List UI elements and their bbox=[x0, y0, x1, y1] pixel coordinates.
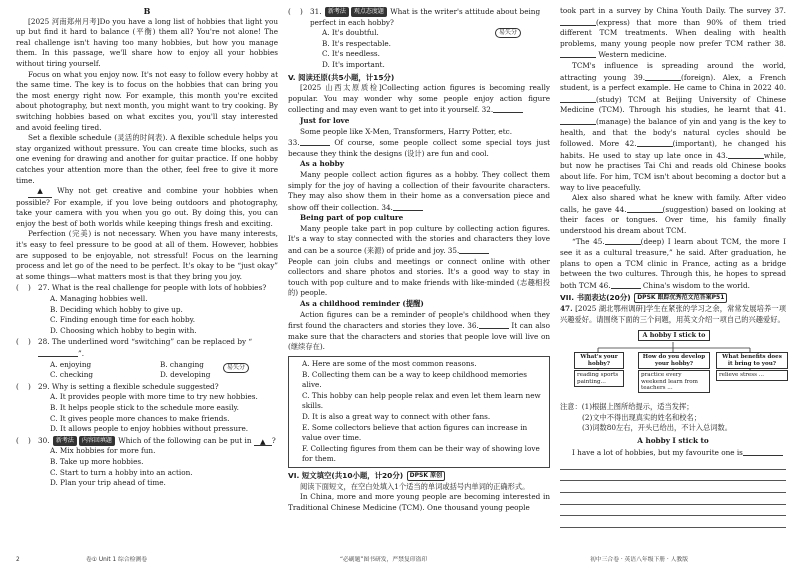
passage-paragraph: Set a flexible schedule (灵活的时间表). A flexible schedule helps you stay organized without pressure. You can create time blocks, such as one evening for drawing and another for guitar practice. If one hobby catches your attention more than the other, feel free to give it more time. bbox=[16, 133, 278, 185]
option-row: E. Some collectors believe that action figures can increase in value over time. bbox=[302, 422, 528, 443]
page-number: 2 bbox=[16, 557, 20, 563]
passage-paragraph: [2025 河南郑州月考]Do you have a long list of hobbies that light you up but find it hard to balance (平衡) them all? You're not alone! The real challenge isn't having too many hobbies, but how you manage them. In this passage, we'll share how to enjoy all your hobbies without tiring yourself. bbox=[16, 16, 278, 68]
passage-paragraph: In China, more and more young people are becoming interested in Traditional Chinese Medicine (TCM). One thousand young people bbox=[288, 492, 550, 512]
blank-marker: ▲ bbox=[28, 186, 52, 198]
option[interactable]: D. developing bbox=[160, 370, 211, 380]
option[interactable]: D. It allows people to enjoy hobbies without pressure. bbox=[50, 424, 249, 434]
option-row: C. This hobby can help people relax and even let them learn new skills. bbox=[302, 390, 541, 411]
option[interactable]: A. enjoying bbox=[50, 359, 92, 369]
passage-paragraph: took part in a survey by China Youth Daily. The survey 37.(express) that more than 90% of them tried different TCM treatments. When dealing with health problems, many young people now prefer TCM rather 38. Western medicine. bbox=[560, 6, 786, 60]
dpsk-badge: DPSK 跟踪优秀范文范答案P51 bbox=[634, 293, 727, 303]
question-29: ( ) 29. Why is setting a flexible schedule suggested? bbox=[16, 381, 219, 391]
new-format-badge: 新考法 bbox=[53, 436, 77, 446]
option[interactable]: B. It helps people stick to the schedule more easily. bbox=[50, 402, 239, 412]
passage-paragraph: Some people like X-Men, Transformers, Harry Potter, etc. bbox=[300, 126, 513, 136]
passage-paragraph: Focus on what you enjoy now. It's not easy to follow every hobby at the same time. The key is to focus on the hobbies that can bring you the most energy right now. For example, this month you're excited about photography, but next month, you might want to try cooking. By switching hobbies based on what excites you, you'll stay interested and avoid feeling tired. bbox=[16, 69, 278, 132]
option[interactable]: C. It's needless. bbox=[322, 49, 380, 59]
essay-start: I have a lot of hobbies, but my favourite one is bbox=[560, 447, 786, 459]
passage-paragraph: [2025 山西太原质检]Collecting action figures is becoming really popular. You may wonder why some people enjoy action figure collecting and may even want to get into it yourself. 32. bbox=[288, 83, 550, 115]
option-row: B. Collecting them can be a way to keep childhood memories alive. bbox=[302, 369, 527, 390]
passage-paragraph: Action figures can be a reminder of people's childhood when they first found the characters and stories they love. 36. It can also make sure that the characters and stories that people love will live on (继续存在). bbox=[288, 309, 550, 352]
subheading: Being part of pop culture bbox=[300, 213, 404, 223]
option[interactable]: B. Take up more hobbies. bbox=[50, 456, 144, 466]
difficulty-badge: 易失分 bbox=[495, 28, 521, 38]
mind-map-question: What benefits does it bring to you? bbox=[716, 352, 788, 369]
options-box bbox=[288, 356, 550, 468]
passage-paragraph: “The 45. (deep) I learn about TCM, the more I see it as a cultural treasure,” he said. After graduation, he plans to open a TCM clinic in France, acting as a bridge between the two cultures. Through this, he hopes to spread both TCM 46. China's wisdom to the world. bbox=[560, 237, 787, 290]
subheading: As a childhood reminder (提醒) bbox=[300, 299, 424, 309]
mind-map-answer: practice every weekend learn from teachers ... bbox=[638, 370, 710, 393]
option[interactable]: A. It provides people with more time to try new hobbies. bbox=[50, 392, 258, 402]
option[interactable]: B. changing bbox=[160, 359, 204, 369]
option[interactable]: B. It's respectable. bbox=[322, 38, 391, 48]
column-middle bbox=[288, 6, 550, 513]
option[interactable]: D. Choosing which hobby to begin with. bbox=[50, 325, 197, 335]
mind-map-answer: reading sports painting... bbox=[574, 370, 624, 387]
options-row bbox=[16, 360, 278, 381]
option[interactable]: D. It's important. bbox=[322, 59, 385, 69]
question-28: ( ) 28. The underlined word “switching” can be replaced by “”. bbox=[16, 337, 253, 358]
essay-title: A hobby I stick to bbox=[637, 436, 709, 445]
mind-map-center: A hobby I stick to bbox=[638, 330, 710, 340]
new-format-badge: 新考法 bbox=[325, 7, 349, 17]
column-left bbox=[16, 6, 278, 489]
dpsk-badge: DPSK 原创 bbox=[407, 471, 445, 481]
column-right bbox=[560, 6, 786, 528]
option[interactable]: C. It gives people more chances to make friends. bbox=[50, 413, 230, 423]
option[interactable]: B. Deciding which hobby to give up. bbox=[50, 304, 183, 314]
passage-letter: B bbox=[143, 6, 151, 16]
writing-area[interactable] bbox=[560, 458, 786, 528]
writing-prompt: 47. [2025 湖北鄂州调研]学生在紧张的学习之余，常常发展培养一项兴趣爱好。请围绕下面的三个问题，用英文介绍一项自己的兴趣爱好。 bbox=[560, 304, 786, 324]
option[interactable]: A. Managing hobbies well. bbox=[50, 294, 148, 304]
question-type-badge: 内容回填题 bbox=[79, 436, 115, 446]
option[interactable]: C. checking bbox=[50, 370, 94, 380]
passage-paragraph: TCM's influence is spreading around the world, attracting young 39. (foreign). Alex, a French student, is a perfect example. He came to China in 2022 40.(study) TCM at Beijing University of Chinese Medicine (TCM). Through his studies, he learnt that 41.(manage) the balance of yin and yang is the key to health, and that the body's natural cycles should be followed. More 42. (important), he changed his habits. He used to stay up late once in 43. while, but now he practises Tai Chi and reads old Chinese books about life. For him, TCM isn't about becoming a doctor but a way to live peacefully. bbox=[560, 60, 786, 192]
footer-left: 卷① Unit 1 综合检测卷 bbox=[86, 557, 147, 563]
question-31: ( ) 31. 新考法 观点态度题 What is the writer's attitude about being perfect in each hobby? 易失分 bbox=[288, 7, 541, 36]
option-row: F. Collecting figures from them can be their way of showing love for them. bbox=[302, 443, 540, 464]
option[interactable]: C. Finding enough time for each hobby. bbox=[50, 315, 196, 325]
subheading: As a hobby bbox=[300, 159, 344, 169]
passage-paragraph: ▲ Why not get creative and combine your hobbies when possible? For example, if you love being outdoors and photography, take your camera with you when you go out. By doing this, you can enjoy the best of both worlds while keeping things fresh and exciting. bbox=[16, 186, 278, 228]
question-type-badge: 观点态度题 bbox=[351, 7, 387, 17]
question-27: ( ) 27. What is the real challenge for people with lots of hobbies? bbox=[16, 283, 267, 293]
mind-map-answer: relieve stress ... bbox=[716, 370, 788, 380]
option[interactable]: A. It's doubtful. bbox=[322, 28, 379, 38]
passage-paragraph: Alex also shared what he knew with family. After video calls, he gave 44. (suggestion) based on looking at their faces or tongues. Over time, his family finally understood his dream about TCM. bbox=[560, 193, 786, 235]
hobby-mind-map bbox=[560, 328, 786, 398]
option[interactable]: C. Start to turn a hobby into an action. bbox=[50, 467, 193, 477]
passage-paragraph: Perfection (完美) is not necessary. When you have many interests, it's easy to feel pressure to be good at all of them. However, hobbies are supposed to be enjoyable, not stressful! Focus on the learning process and let go of the need to be perfect. It's okay to be “just okay” at some things—what matters most is that they bring you joy. bbox=[16, 229, 278, 281]
footer-middle: “必刷题”图书研发，严禁复印盗印 bbox=[340, 557, 428, 563]
passage-paragraph: 33. Of course, some people collect some special toys just because they think the designs (设计) are fun and cool. bbox=[288, 138, 550, 158]
option[interactable]: D. Plan your trip ahead of time. bbox=[50, 478, 166, 488]
mind-map-question: What's your hobby? bbox=[574, 352, 624, 369]
mind-map-question: How do you develop your hobby? bbox=[638, 352, 710, 369]
footer-right: 初中三合卷 · 英语八年级下册 · 人教版 bbox=[590, 557, 689, 563]
section-title: VI. 短文填空(共10小题，计20分) DPSK 原创 bbox=[288, 471, 550, 482]
section-title: VII. 书面表达(20分) DPSK 跟踪优秀范文范答案P51 bbox=[560, 293, 786, 304]
option[interactable]: A. Mix hobbies for more fun. bbox=[50, 446, 156, 456]
passage-paragraph: Many people take part in pop culture by collecting action figures. It's a way to stay connected with the stories and characters they love and can be a source (来源) of pride and joy. 35. bbox=[288, 223, 550, 256]
section-title: V. 阅读还原(共5小题，计15分) bbox=[288, 72, 395, 82]
option-row: D. It is also a great way to connect with other fans. bbox=[302, 411, 491, 421]
notes: 注意： (1)根据上图所给提示，适当发挥； (2)文中不得出现真实的姓名和校名； (3)词数80左右，开头已给出，不计入总词数。 bbox=[560, 402, 732, 433]
difficulty-badge: 易失分 bbox=[223, 363, 249, 373]
passage-paragraph: Many people collect action figures as a hobby. They collect them simply for the joy of having a collection of their favourite characters. They may also show them in their home as a conversation piece and show off their collection. 34. bbox=[288, 169, 550, 212]
instructions: 阅读下面短文，在空白处填入1个适当的单词或括号内单词的正确形式。 bbox=[300, 481, 530, 491]
question-30: ( ) 30. 新考法 内容回填题 Which of the following can be put in ▲ ? bbox=[16, 435, 276, 446]
option-row: A. Here are some of the most common reasons. bbox=[302, 359, 477, 368]
passage-paragraph: People can join clubs and meetings or connect online with other collectors and share photos and stories. It's a good way to stay in touch with pop culture and to make friends with like-minded (志趣相投的) people. bbox=[288, 256, 550, 298]
subheading: Just for love bbox=[300, 115, 350, 125]
